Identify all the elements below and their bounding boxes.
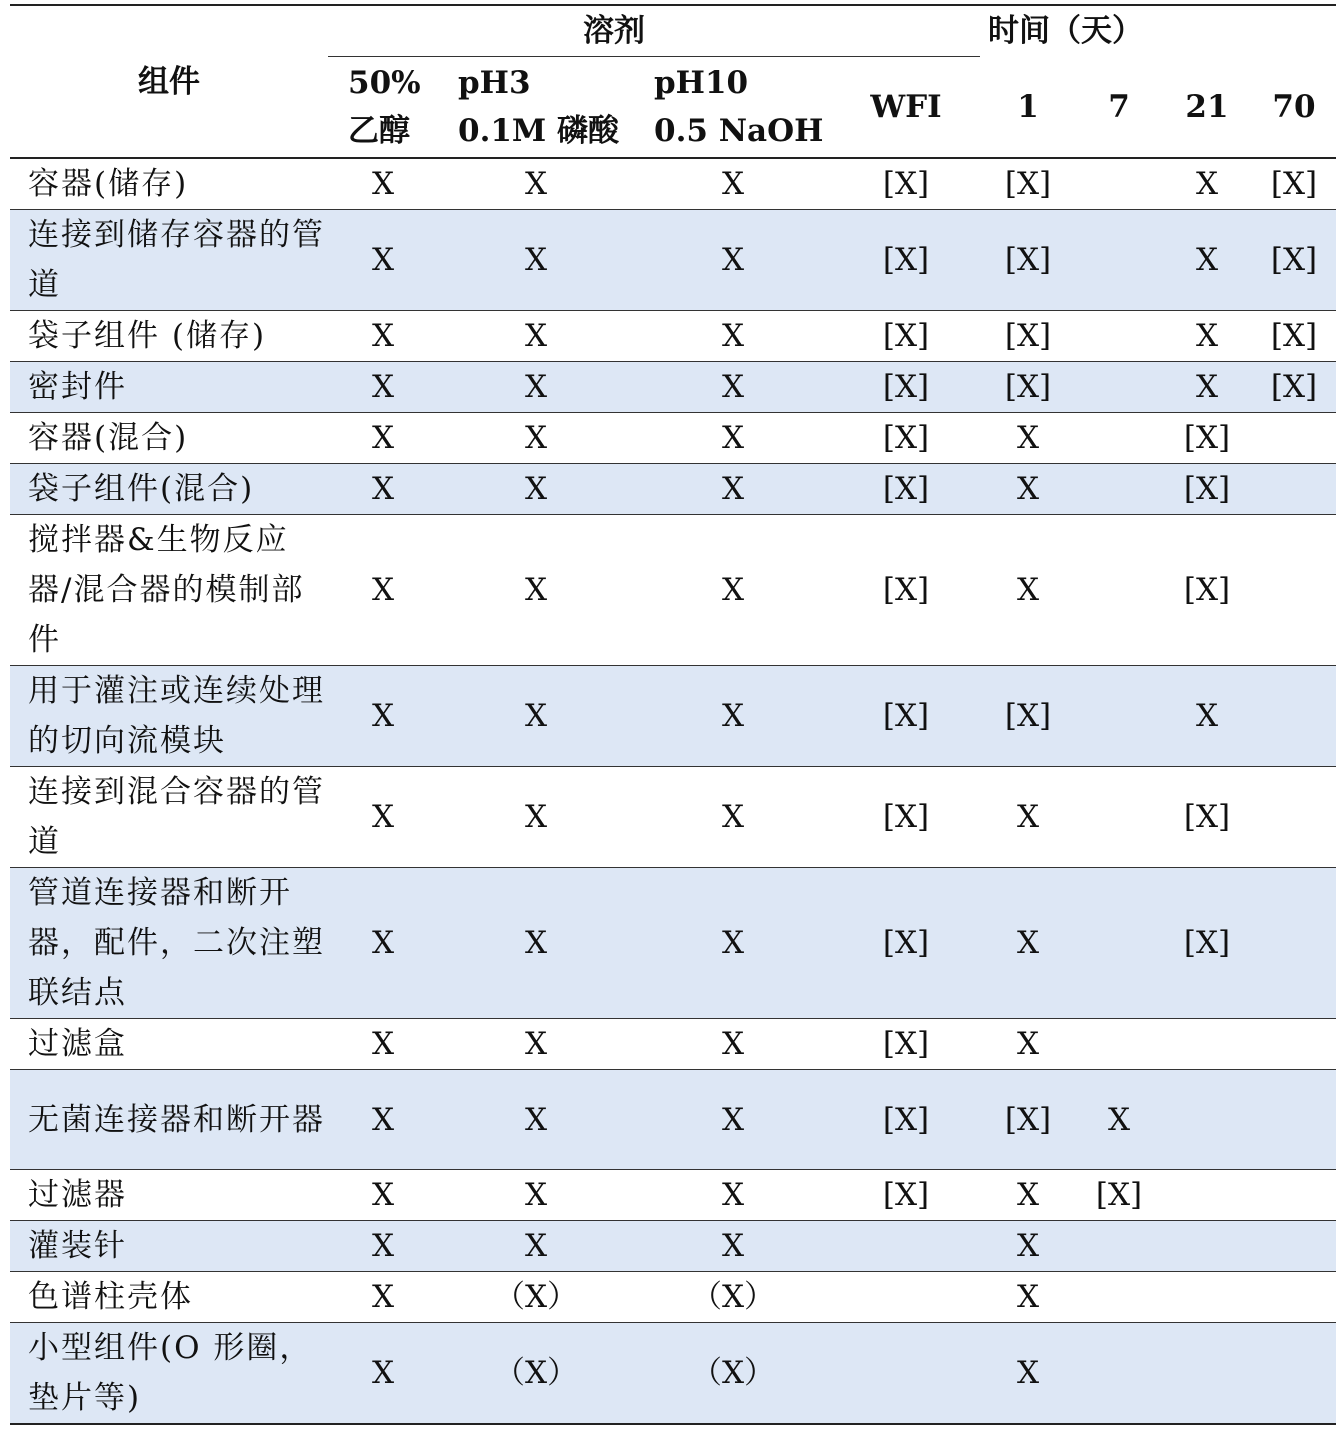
table-cell: [1252, 1272, 1336, 1323]
table-row: [10, 311, 1336, 362]
component-name: 密封件: [10, 362, 328, 413]
table-cell: [1162, 1272, 1252, 1323]
table-cell: [X]: [832, 210, 980, 311]
table-cell: X: [328, 1019, 438, 1070]
header-day-70: 70: [1252, 57, 1336, 159]
table-cell: （X）: [438, 1272, 634, 1323]
table-cell: X: [328, 1221, 438, 1272]
table-cell: X: [328, 868, 438, 1019]
table-cell: [1076, 158, 1162, 210]
table-cell: X: [634, 464, 832, 515]
table-cell: [1076, 1019, 1162, 1070]
component-name: 袋子组件 (储存): [10, 311, 328, 362]
component-name: 容器(混合): [10, 413, 328, 464]
table-cell: [X]: [980, 158, 1076, 210]
table-cell: X: [438, 464, 634, 515]
table-cell: [X]: [1252, 362, 1336, 413]
table-cell: [1076, 1272, 1162, 1323]
table-cell: X: [634, 515, 832, 666]
component-name: 小型组件(O 形圈，垫片等): [10, 1323, 328, 1425]
component-name: 袋子组件(混合): [10, 464, 328, 515]
table-cell: X: [328, 311, 438, 362]
table-row: [10, 413, 1336, 464]
table-cell: X: [1162, 210, 1252, 311]
table-cell: [X]: [980, 1070, 1076, 1170]
table-cell: X: [634, 666, 832, 767]
header-ph3-line2: 0.1M 磷酸: [458, 113, 620, 149]
table-cell: [1076, 413, 1162, 464]
table-cell: X: [328, 210, 438, 311]
table-cell: [1252, 767, 1336, 868]
table-cell: [1076, 515, 1162, 666]
table-cell: X: [1076, 1070, 1162, 1170]
table-cell: X: [634, 868, 832, 1019]
table-row: [10, 515, 1336, 666]
table-cell: X: [980, 413, 1076, 464]
table-cell: [832, 1323, 980, 1425]
header-wfi: WFI: [832, 57, 980, 159]
table-cell: [X]: [832, 311, 980, 362]
table-cell: X: [438, 413, 634, 464]
table-cell: X: [438, 362, 634, 413]
table-row: [10, 464, 1336, 515]
header-day-7: 7: [1076, 57, 1162, 159]
table-cell: [X]: [832, 464, 980, 515]
component-name: 过滤盒: [10, 1019, 328, 1070]
table-cell: X: [328, 666, 438, 767]
table-cell: [X]: [1162, 868, 1252, 1019]
table-cell: X: [980, 1272, 1076, 1323]
table-cell: [X]: [832, 413, 980, 464]
table-cell: X: [634, 1170, 832, 1221]
table-cell: [1252, 1323, 1336, 1425]
table-cell: X: [328, 767, 438, 868]
table-cell: X: [980, 868, 1076, 1019]
table-row: [10, 1170, 1336, 1221]
table-cell: [X]: [1162, 515, 1252, 666]
table-cell: X: [1162, 158, 1252, 210]
table-cell: X: [438, 1170, 634, 1221]
table-cell: X: [328, 158, 438, 210]
table-row: [10, 868, 1336, 1019]
table-cell: [X]: [980, 362, 1076, 413]
table-cell: [X]: [1252, 158, 1336, 210]
table-cell: X: [438, 515, 634, 666]
table-row: [10, 666, 1336, 767]
table-container: [10, 4, 1336, 1425]
table-cell: X: [634, 158, 832, 210]
table-cell: [X]: [1076, 1170, 1162, 1221]
header-component: 组件: [10, 5, 328, 158]
table-cell: X: [438, 1221, 634, 1272]
header-ethanol-line2: 乙醇: [348, 113, 410, 149]
table-cell: [1076, 464, 1162, 515]
table-cell: [1252, 1221, 1336, 1272]
header-time-group: 时间（天）: [980, 5, 1336, 57]
table-cell: [X]: [980, 311, 1076, 362]
table-row: [10, 1019, 1336, 1070]
table-cell: [1076, 210, 1162, 311]
table-cell: [1162, 1170, 1252, 1221]
table-row: [10, 210, 1336, 311]
header-ph10-line1: pH10: [654, 65, 749, 101]
table-cell: [X]: [832, 1070, 980, 1170]
table-cell: [X]: [832, 1019, 980, 1070]
component-name: 容器(储存): [10, 158, 328, 210]
table-cell: X: [328, 515, 438, 666]
table-cell: X: [328, 362, 438, 413]
table-cell: X: [328, 1272, 438, 1323]
header-day-21: 21: [1162, 57, 1252, 159]
table-row: [10, 767, 1336, 868]
table-cell: X: [438, 1019, 634, 1070]
table-cell: X: [1162, 666, 1252, 767]
component-name: 过滤器: [10, 1170, 328, 1221]
table-cell: X: [328, 464, 438, 515]
table-cell: X: [438, 767, 634, 868]
component-name: 用于灌注或连续处理的切向流模块: [10, 666, 328, 767]
table-cell: [X]: [1162, 464, 1252, 515]
header-solvent-group: 溶剂: [328, 5, 980, 57]
header-ethanol-line1: 50%: [348, 65, 421, 101]
header-ph3-line1: pH3: [458, 65, 531, 101]
table-cell: X: [634, 1070, 832, 1170]
table-cell: X: [438, 158, 634, 210]
component-name: 连接到储存容器的管道: [10, 210, 328, 311]
table-row: [10, 1070, 1336, 1170]
table-cell: [832, 1272, 980, 1323]
component-name: 色谱柱壳体: [10, 1272, 328, 1323]
table-cell: [X]: [832, 767, 980, 868]
table-cell: X: [634, 1221, 832, 1272]
table-cell: X: [438, 868, 634, 1019]
table-cell: [832, 1221, 980, 1272]
component-name: 搅拌器&生物反应器/混合器的模制部件: [10, 515, 328, 666]
table-cell: X: [438, 666, 634, 767]
table-cell: [1162, 1019, 1252, 1070]
table-cell: [X]: [1252, 210, 1336, 311]
table-cell: [1162, 1323, 1252, 1425]
table-cell: [1162, 1221, 1252, 1272]
table-cell: X: [328, 1070, 438, 1170]
table-row: [10, 1221, 1336, 1272]
table-cell: [1076, 767, 1162, 868]
table-cell: [1252, 1070, 1336, 1170]
table-cell: [X]: [832, 515, 980, 666]
component-name: 管道连接器和断开器，配件，二次注塑联结点: [10, 868, 328, 1019]
table-cell: [1252, 464, 1336, 515]
table-cell: X: [1162, 311, 1252, 362]
table-cell: [X]: [980, 210, 1076, 311]
table-cell: [X]: [980, 666, 1076, 767]
table-cell: [X]: [1162, 767, 1252, 868]
table-cell: [1252, 868, 1336, 1019]
table-cell: [X]: [1252, 311, 1336, 362]
table-cell: [1076, 1221, 1162, 1272]
component-name: 无菌连接器和断开器: [10, 1070, 328, 1170]
table-row: [10, 1323, 1336, 1425]
table-cell: X: [634, 1019, 832, 1070]
component-name: 连接到混合容器的管道: [10, 767, 328, 868]
table-cell: [1076, 1323, 1162, 1425]
table-cell: [1076, 362, 1162, 413]
table-cell: X: [980, 767, 1076, 868]
table-cell: X: [438, 311, 634, 362]
header-ph10: [634, 57, 832, 159]
table-cell: X: [438, 210, 634, 311]
table-cell: [1162, 1070, 1252, 1170]
table-cell: X: [980, 1323, 1076, 1425]
table-cell: [1252, 666, 1336, 767]
table-cell: （X）: [634, 1323, 832, 1425]
table-cell: [1076, 868, 1162, 1019]
table-cell: X: [634, 210, 832, 311]
header-ph10-line2: 0.5 NaOH: [654, 113, 824, 149]
table-cell: X: [328, 1323, 438, 1425]
table-cell: X: [634, 362, 832, 413]
table-cell: （X）: [438, 1323, 634, 1425]
table-cell: X: [634, 413, 832, 464]
header-ph3: [438, 57, 634, 159]
compatibility-table: [10, 4, 1336, 1425]
header-day-1: 1: [980, 57, 1076, 159]
table-cell: X: [1162, 362, 1252, 413]
table-cell: X: [438, 1070, 634, 1170]
table-cell: [X]: [832, 158, 980, 210]
table-row: [10, 158, 1336, 210]
table-cell: X: [980, 464, 1076, 515]
table-cell: [X]: [1162, 413, 1252, 464]
table-cell: [1252, 1170, 1336, 1221]
table-row: [10, 1272, 1336, 1323]
table-cell: X: [328, 413, 438, 464]
table-cell: X: [634, 311, 832, 362]
table-cell: X: [980, 1170, 1076, 1221]
table-cell: X: [980, 1221, 1076, 1272]
table-cell: X: [980, 515, 1076, 666]
table-cell: [X]: [832, 666, 980, 767]
table-cell: X: [328, 1170, 438, 1221]
table-cell: [1076, 666, 1162, 767]
table-cell: [X]: [832, 362, 980, 413]
table-cell: [1252, 413, 1336, 464]
table-cell: [X]: [832, 868, 980, 1019]
table-row: [10, 362, 1336, 413]
header-ethanol: [328, 57, 438, 159]
table-cell: X: [980, 1019, 1076, 1070]
table-cell: [X]: [832, 1170, 980, 1221]
table-cell: [1252, 1019, 1336, 1070]
table-cell: [1252, 515, 1336, 666]
table-cell: （X）: [634, 1272, 832, 1323]
table-cell: X: [634, 767, 832, 868]
table-body: [10, 158, 1336, 1424]
table-cell: [1076, 311, 1162, 362]
component-name: 灌装针: [10, 1221, 328, 1272]
